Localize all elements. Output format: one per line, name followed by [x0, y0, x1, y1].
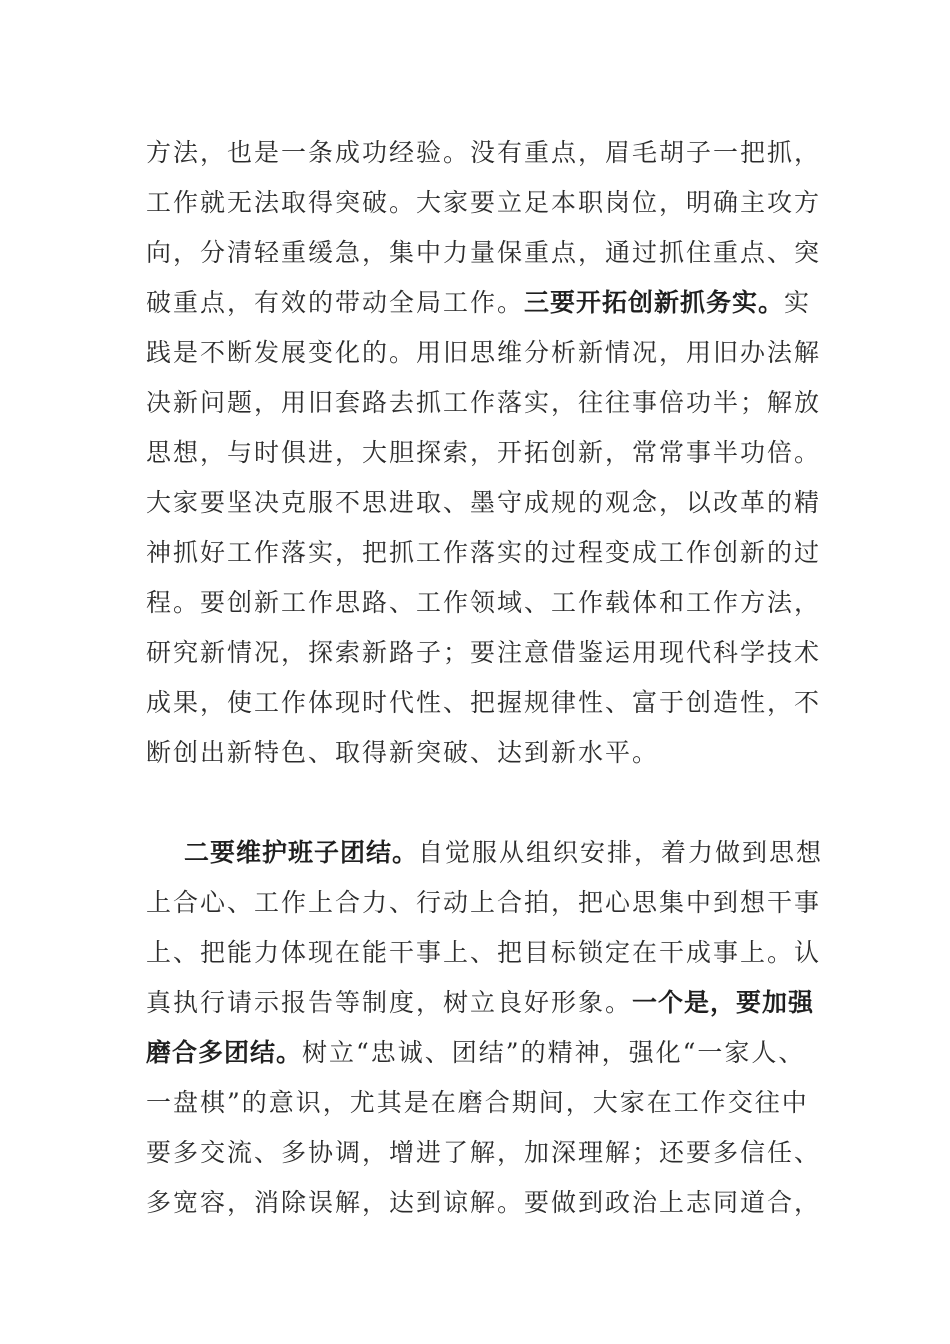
p2-text-1: 自觉服从组织安排，着力做到思想上合心、工作上合力、行动上合拍，把心思集中到想干事上、把能力体现在能干事上、把目标锁定在干成事上。认真执行请示报告等制度，树立良好形象。 — [146, 838, 824, 1017]
p2-text-2: 树立“忠诚、团结”的精神，强化“一家人、一盘棋”的意识，尤其是在磨合期间，大家在工作交往中要多交流、多协调，增进了解，加深理解；还要多信任、多宽容，消除误解，达到谅解。要做到政治上志同道合， — [146, 1038, 822, 1217]
p2-heading-2: 二要维护班子团结。 — [184, 838, 419, 867]
paragraph-1 — [146, 128, 826, 778]
p1-heading-3: 三要开拓创新抓务实。 — [524, 288, 785, 317]
p1-text-2: 实践是不断发展变化的。用旧思维分析新情况，用旧办法解决新问题，用旧套路去抓工作落实，往往事倍功半；解放思想，与时俱进，大胆探索，开拓创新，常常事半功倍。大家要坚决克服不思进取、墨守成规的观念，以改革的精神抓好工作落实，把抓工作落实的过程变成工作创新的过程。要创新工作思路、工作领域、工作载体和工作方法，研究新情况，探索新路子；要注意借鉴运用现代科学技术成果，使工作体现时代性、把握规律性、富于创造性，不断创出新特色、取得新突破、达到新水平。 — [146, 288, 822, 767]
paragraph-2 — [146, 828, 826, 1228]
p2-subheading-1: 一个是，要加强磨合多团结。 — [146, 988, 815, 1067]
p1-text-1: 方法，也是一条成功经验。没有重点，眉毛胡子一把抓，工作就无法取得突破。大家要立足本职岗位，明确主攻方向，分清轻重缓急，集中力量保重点，通过抓住重点、突破重点，有效的带动全局工作。 — [146, 138, 822, 317]
document-body — [146, 128, 826, 1228]
